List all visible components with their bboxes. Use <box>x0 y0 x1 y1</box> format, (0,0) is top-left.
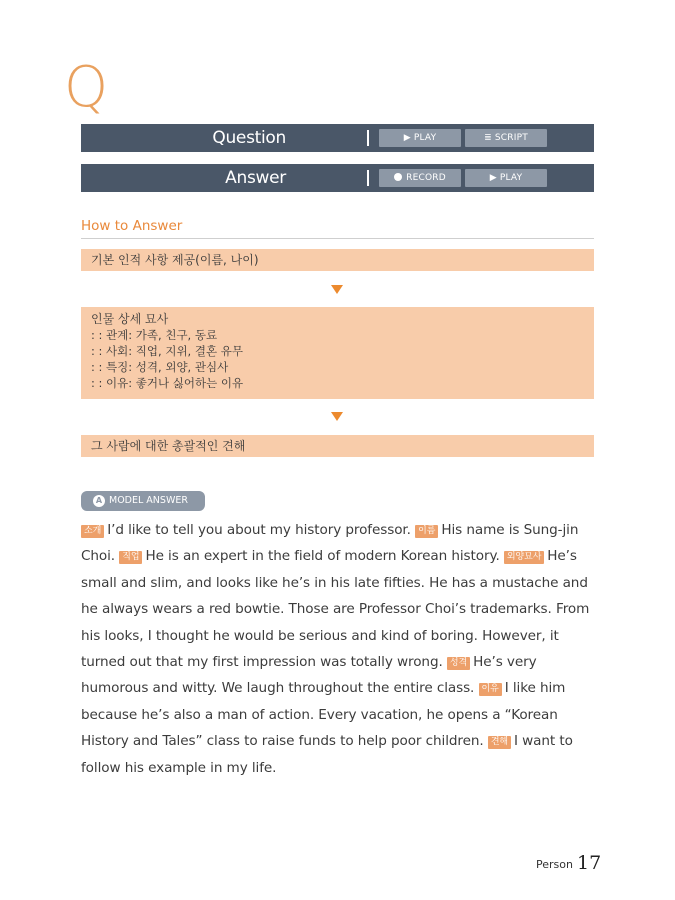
play-icon: ▶ <box>403 133 411 143</box>
step-detail-item: : : 관계: 가족, 친구, 동료 <box>91 328 218 342</box>
step-detail-item: : : 사회: 직업, 지위, 결혼 유무 <box>91 344 243 358</box>
step-detail-title: 인물 상세 묘사 <box>91 312 169 326</box>
script-label: SCRIPT <box>494 133 528 143</box>
question-play-button[interactable] <box>379 129 461 147</box>
record-label: RECORD <box>406 173 446 183</box>
tag-intro: 소개 <box>81 525 104 538</box>
answer-segment: His name is Sung-jin Choi. <box>81 522 579 565</box>
down-arrow-icon <box>331 412 343 421</box>
answer-play-button[interactable] <box>465 169 547 187</box>
down-arrow-icon <box>331 285 343 294</box>
answer-segment: I like him because he’s also a man of action. Every vacation, he opens a “Korean History and Tales” class to raise funds to help poor children. <box>81 680 566 750</box>
section-divider <box>81 238 594 239</box>
answer-segment: I’d like to tell you about my history professor. <box>107 522 416 538</box>
tag-reason: 이유 <box>479 683 502 696</box>
answer-segment: He is an expert in the field of modern Korean history. <box>145 548 504 565</box>
tag-name: 이름 <box>415 525 438 538</box>
question-bar <box>81 124 594 152</box>
step-detail-description <box>81 307 594 399</box>
q-section-letter: Q <box>64 55 108 120</box>
how-to-answer-title: How to Answer <box>81 218 183 234</box>
tag-opinion: 견해 <box>488 736 511 749</box>
tag-personality: 성격 <box>447 657 470 670</box>
page-number: 17 <box>577 852 602 874</box>
play-icon: ▶ <box>489 173 497 183</box>
answer-play-label: PLAY <box>499 173 523 183</box>
script-icon: ≣ <box>484 133 492 143</box>
question-play-label: PLAY <box>413 133 437 143</box>
model-answer-text <box>81 517 601 781</box>
tag-appearance: 외양묘사 <box>504 551 544 564</box>
record-button[interactable] <box>379 169 461 187</box>
question-label: Question <box>212 128 286 148</box>
answer-segment: He’s small and slim, and looks like he’s in his late fifties. He has a mustache and he always wears a red bowtie. Those are Professor Choi’s trademarks. From his looks, I thought he would be serious and kind of boring. However, it turned out that my first impression was totally wrong. <box>81 548 590 671</box>
answer-segment: He’s very humorous and witty. We laugh throughout the entire class. <box>81 654 537 697</box>
script-button[interactable] <box>465 129 547 147</box>
answer-segment: I want to follow his example in my life. <box>81 733 573 776</box>
answer-label: Answer <box>225 168 286 188</box>
record-icon <box>394 173 402 181</box>
model-answer-badge <box>81 491 205 511</box>
tag-job: 직업 <box>119 551 142 564</box>
model-answer-label: MODEL ANSWER <box>109 495 188 506</box>
step-detail-item: : : 특징: 성격, 외양, 관심사 <box>91 360 229 374</box>
answer-bar <box>81 164 594 192</box>
footer-section-label: Person <box>536 858 573 871</box>
step-overall-opinion: 그 사람에 대한 총괄적인 견해 <box>81 435 594 457</box>
bar-separator <box>367 130 369 146</box>
step-basic-info: 기본 인적 사항 제공(이름, 나이) <box>81 249 594 271</box>
answer-a-icon: A <box>93 495 105 507</box>
bar-separator <box>367 170 369 186</box>
step-detail-item: : : 이유: 좋거나 싫어하는 이유 <box>91 376 244 390</box>
